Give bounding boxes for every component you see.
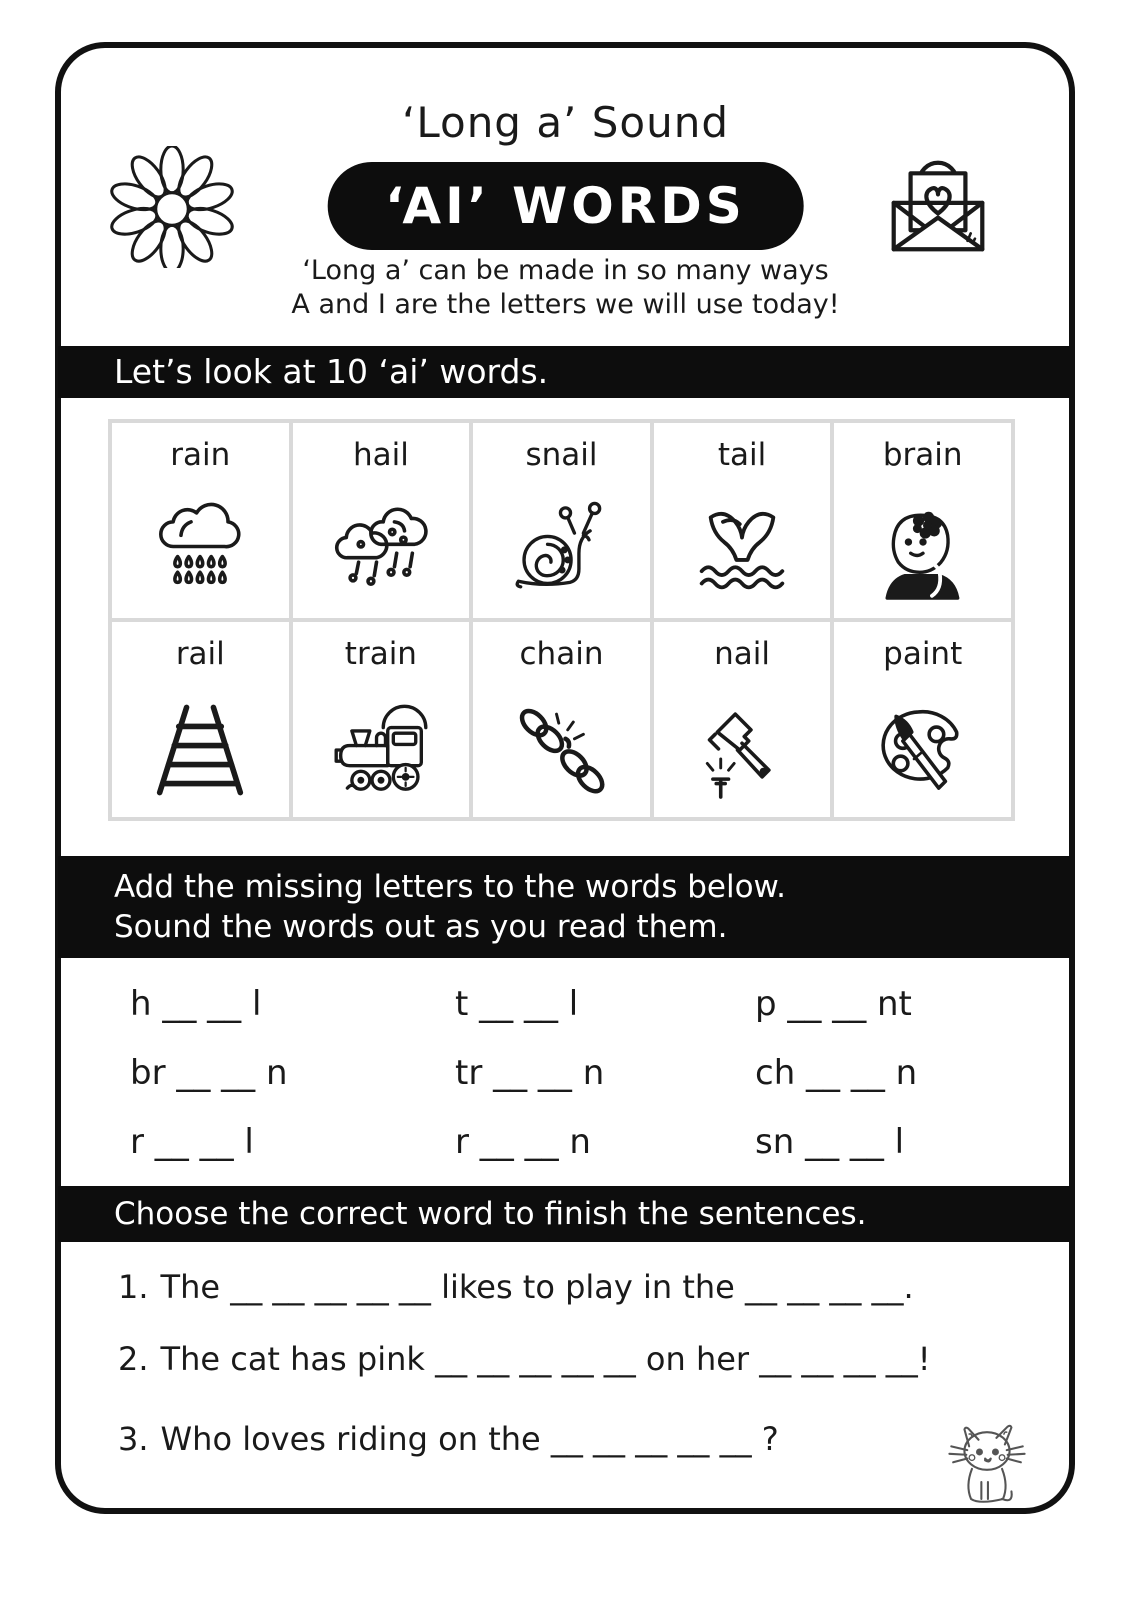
word-label: train [344, 636, 417, 672]
sentence-text: The __ __ __ __ __ likes to play in the __ __ __ __. [160, 1268, 914, 1306]
love-letter-envelope-icon [874, 148, 1002, 264]
chain-links-icon [505, 682, 617, 817]
hammer-nail-icon [686, 682, 798, 817]
section2-heading [58, 856, 1070, 958]
word-label: paint [883, 636, 963, 672]
sentence-text: Who loves riding on the __ __ __ __ __ ? [160, 1420, 779, 1458]
subtitle [0, 254, 1131, 322]
word-card-grid [108, 419, 1015, 821]
subtitle-line-1: ‘Long a’ can be made in so many ways [302, 255, 829, 286]
sentence-text: The cat has pink __ __ __ __ __ on her __ __ __ __! [160, 1340, 931, 1378]
section2-heading-line-2: Sound the words out as you read them. [114, 909, 728, 945]
sentence-number: 1. [118, 1268, 149, 1306]
word-label: nail [714, 636, 771, 672]
ai-words-badge: ‘AI’ WORDS [327, 162, 804, 250]
section2-heading-line-1: Add the missing letters to the words below. [114, 869, 786, 905]
kitten-icon [940, 1420, 1034, 1514]
missing-letters-grid [130, 982, 1000, 1164]
fill-word-chain: ch __ __ n [755, 1053, 918, 1093]
word-card-snail [473, 423, 650, 618]
sentence-3 [118, 1420, 779, 1458]
subtitle-line-2: A and I are the letters we will use today! [291, 289, 840, 320]
fill-word-rail: r __ __ l [130, 1122, 254, 1162]
fill-word-brain: br __ __ n [130, 1053, 288, 1093]
word-card-hail [293, 423, 470, 618]
word-card-tail [654, 423, 831, 618]
word-card-rain [112, 423, 289, 618]
snail-icon [505, 483, 617, 618]
word-label: hail [352, 437, 409, 473]
word-card-nail [654, 622, 831, 817]
word-label: snail [525, 437, 598, 473]
word-label: brain [882, 437, 963, 473]
word-card-rail [112, 622, 289, 817]
section1-heading: Let’s look at 10 ‘ai’ words. [58, 346, 1070, 398]
fill-word-hail: h __ __ l [130, 984, 262, 1024]
word-card-train [293, 622, 470, 817]
word-card-paint [834, 622, 1011, 817]
word-label: tail [717, 437, 767, 473]
hail-clouds-icon [325, 483, 437, 618]
steam-train-icon [325, 682, 437, 817]
whale-tail-icon [686, 483, 798, 618]
word-label: chain [519, 636, 604, 672]
word-card-chain [473, 622, 650, 817]
word-card-brain [834, 423, 1011, 618]
daisy-flower-icon [108, 146, 236, 268]
word-label: rain [170, 437, 231, 473]
rain-cloud-icon [144, 483, 256, 618]
fill-word-snail: sn __ __ l [755, 1122, 905, 1162]
word-label: rail [175, 636, 225, 672]
sentence-number: 2. [118, 1340, 149, 1378]
sentence-2 [118, 1340, 931, 1378]
sentence-number: 3. [118, 1420, 149, 1458]
sentence-1 [118, 1268, 914, 1306]
section3-heading: Choose the correct word to finish the sentences. [58, 1186, 1070, 1242]
fill-word-paint: p __ __ nt [755, 984, 912, 1024]
page-title: ‘Long a’ Sound [401, 98, 730, 147]
railway-track-icon [144, 682, 256, 817]
fill-word-tail: t __ __ l [455, 984, 579, 1024]
thinking-person-icon [867, 483, 979, 618]
fill-word-train: tr __ __ n [455, 1053, 605, 1093]
paint-palette-icon [867, 682, 979, 817]
fill-word-rain: r __ __ n [455, 1122, 591, 1162]
